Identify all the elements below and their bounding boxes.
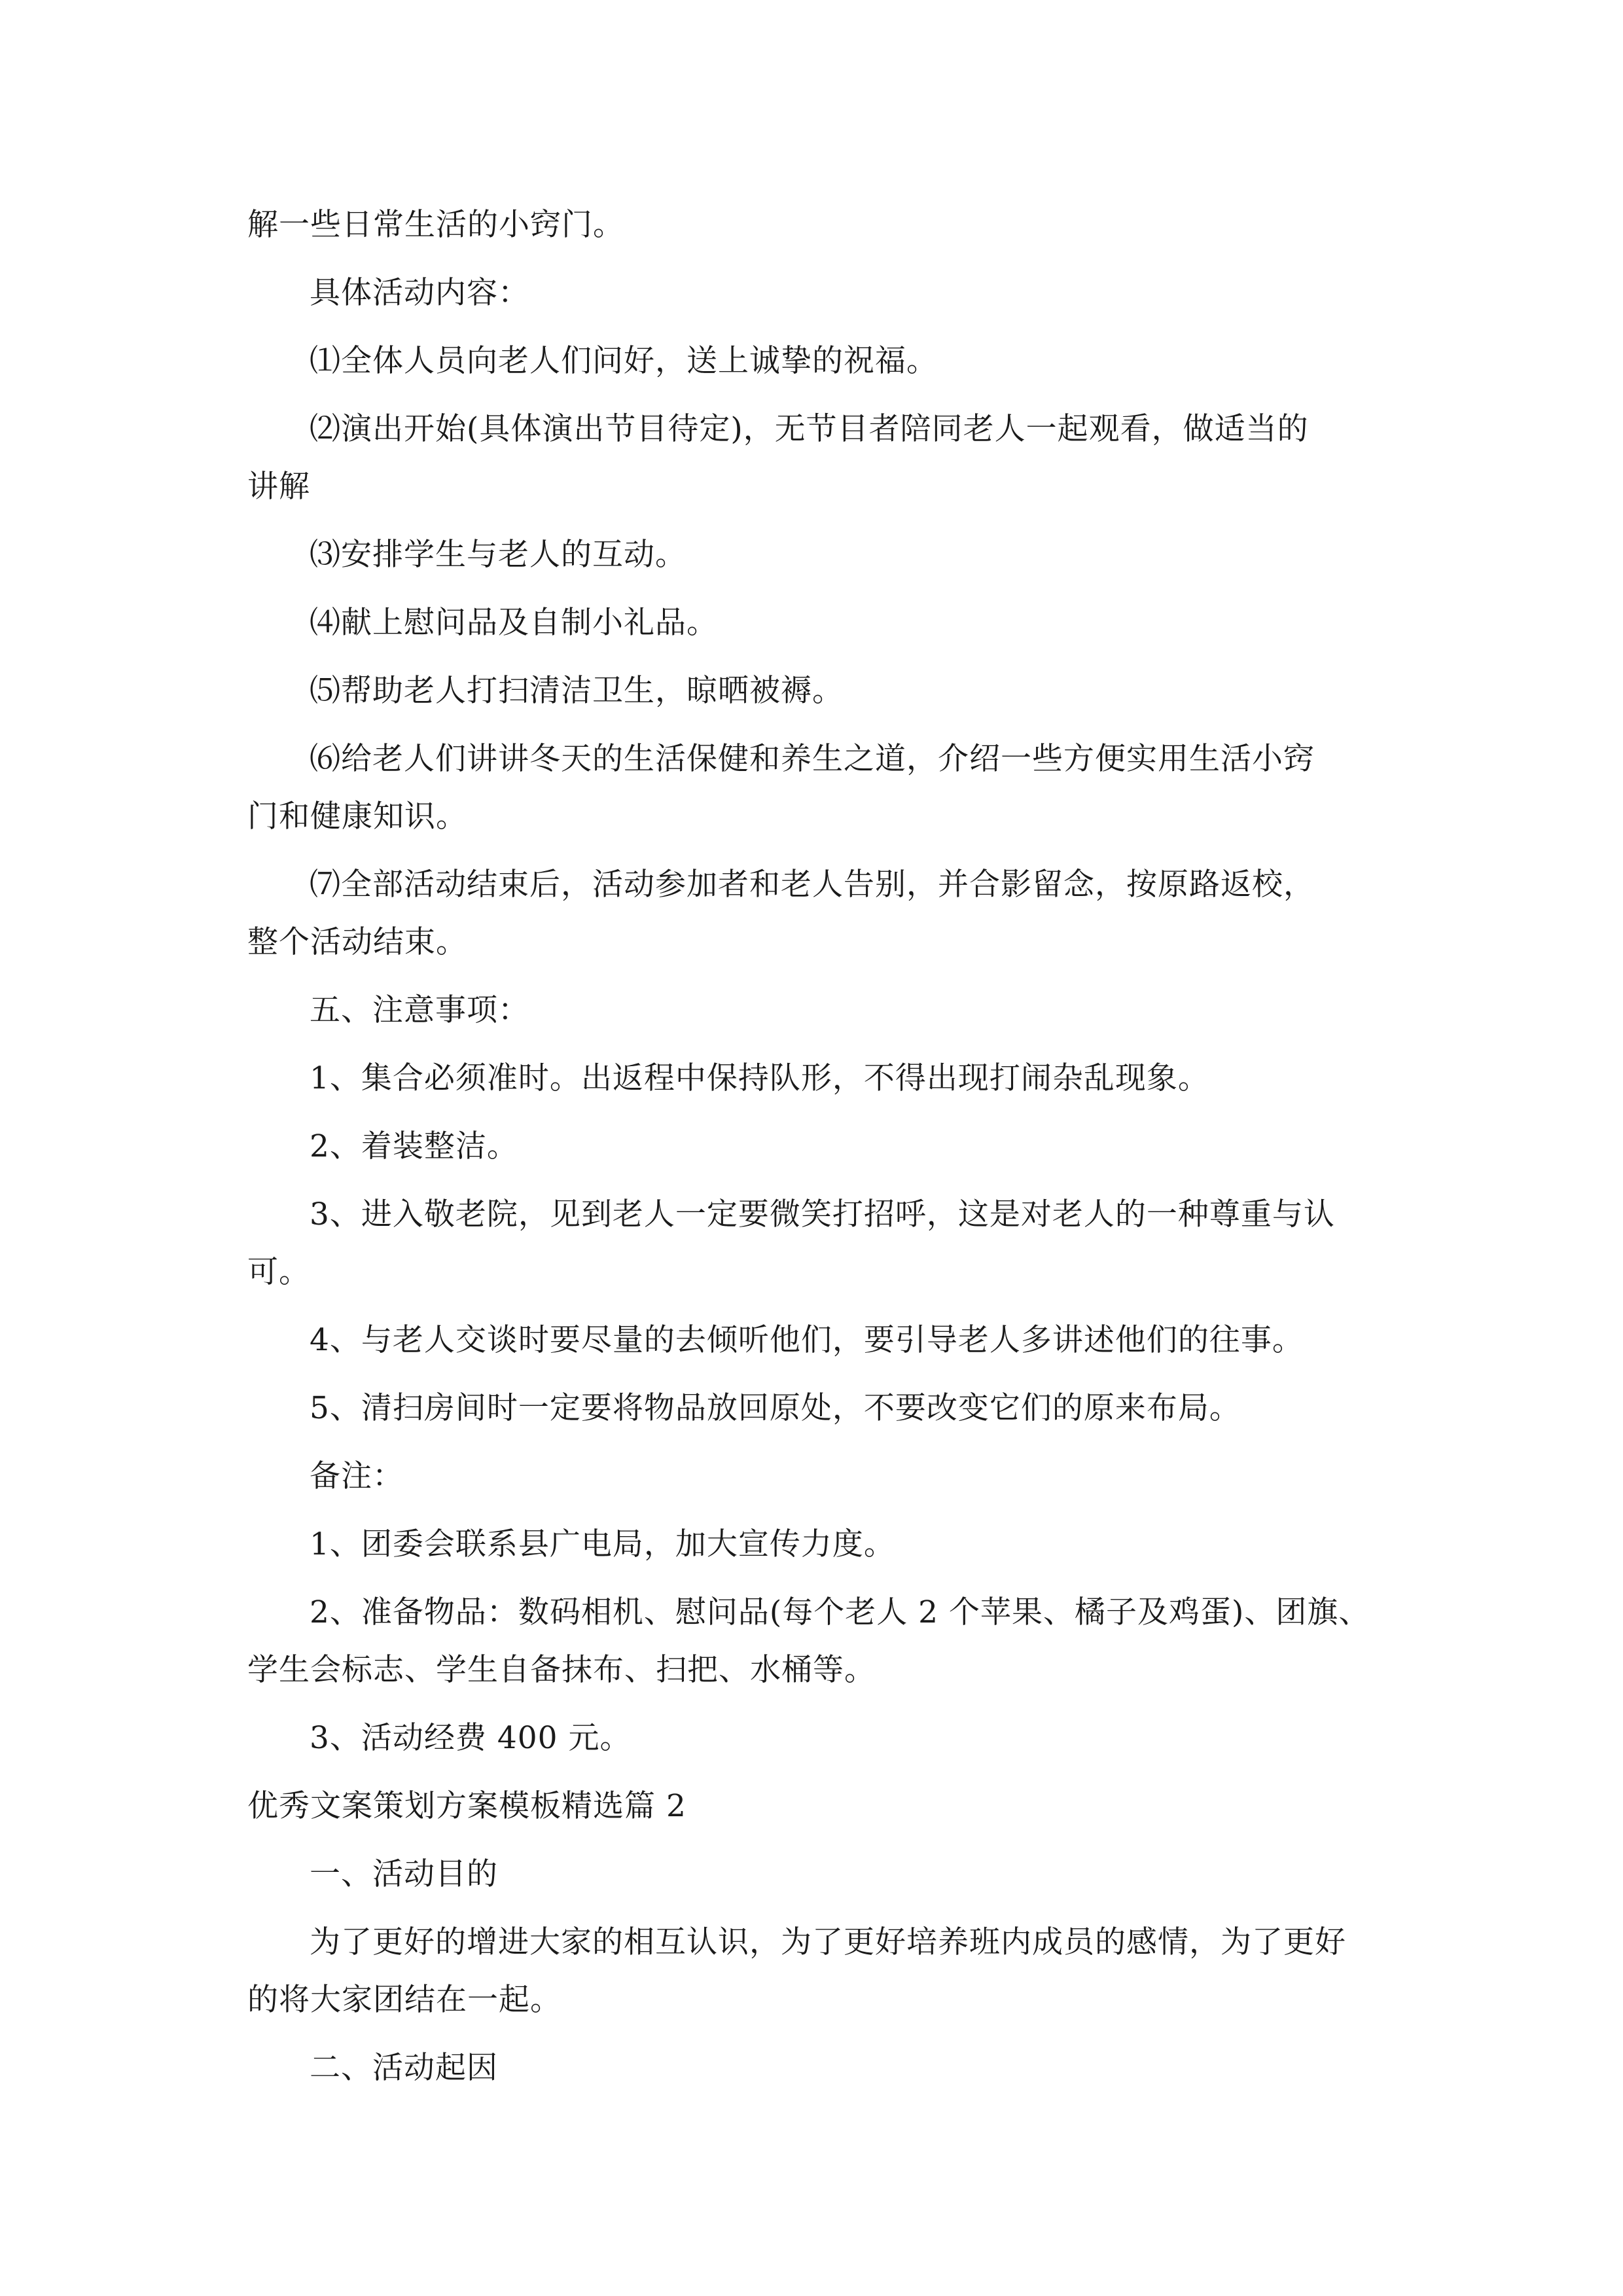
section-heading: 一、活动目的 <box>310 1856 498 1892</box>
text-line: 2、着装整洁。 <box>310 1128 518 1164</box>
text-line: 解一些日常生活的小窍门。 <box>247 207 624 243</box>
text-line: ⑶安排学生与老人的互动。 <box>310 537 687 573</box>
text-line: 讲解 <box>247 469 310 505</box>
section-heading: 优秀文案策划方案模板精选篇 2 <box>247 1788 687 1824</box>
text-line: 5、清扫房间时一定要将物品放回原处，不要改变它们的原来布局。 <box>310 1390 1241 1426</box>
text-line: 可。 <box>247 1254 310 1290</box>
text-line: 为了更好的增进大家的相互认识，为了更好培养班内成员的感情，为了更好 <box>310 1924 1346 1960</box>
text-line: ⑷献上慰问品及自制小礼品。 <box>310 605 718 641</box>
text-line: 整个活动结束。 <box>247 924 467 960</box>
text-line: 2、准备物品：数码相机、慰问品(每个老人 2 个苹果、橘子及鸡蛋)、团旗、 <box>310 1594 1370 1630</box>
section-heading: 二、活动起因 <box>310 2050 498 2086</box>
text-line: 具体活动内容： <box>310 275 529 311</box>
text-line: ⑴全体人员向老人们问好，送上诚挚的祝福。 <box>310 343 938 379</box>
text-line: ⑹给老人们讲讲冬天的生活保健和养生之道，介绍一些方便实用生活小窍 <box>310 741 1315 777</box>
text-line: 3、进入敬老院，见到老人一定要微笑打招呼，这是对老人的一种尊重与认 <box>310 1196 1335 1232</box>
text-line: 门和健康知识。 <box>247 798 467 834</box>
text-line: 的将大家团结在一起。 <box>247 1982 562 2018</box>
text-line: ⑺全部活动结束后，活动参加者和老人告别，并合影留念，按原路返校， <box>310 867 1315 903</box>
text-line: ⑵演出开始(具体演出节目待定)，无节目者陪同老人一起观看，做适当的 <box>310 411 1309 447</box>
text-line: 3、活动经费 400 元。 <box>310 1720 632 1756</box>
text-line: 学生会标志、学生自备抹布、扫把、水桶等。 <box>247 1652 876 1688</box>
text-line: 1、集合必须准时。出返程中保持队形，不得出现打闹杂乱现象。 <box>310 1060 1209 1096</box>
section-heading: 备注： <box>310 1458 404 1494</box>
text-line: 1、团委会联系县广电局，加大宣传力度。 <box>310 1526 895 1562</box>
text-line: ⑸帮助老人打扫清洁卫生，晾晒被褥。 <box>310 673 844 709</box>
text-line: 4、与老人交谈时要尽量的去倾听他们，要引导老人多讲述他们的往事。 <box>310 1322 1304 1358</box>
section-heading: 五、注意事项： <box>310 992 529 1028</box>
